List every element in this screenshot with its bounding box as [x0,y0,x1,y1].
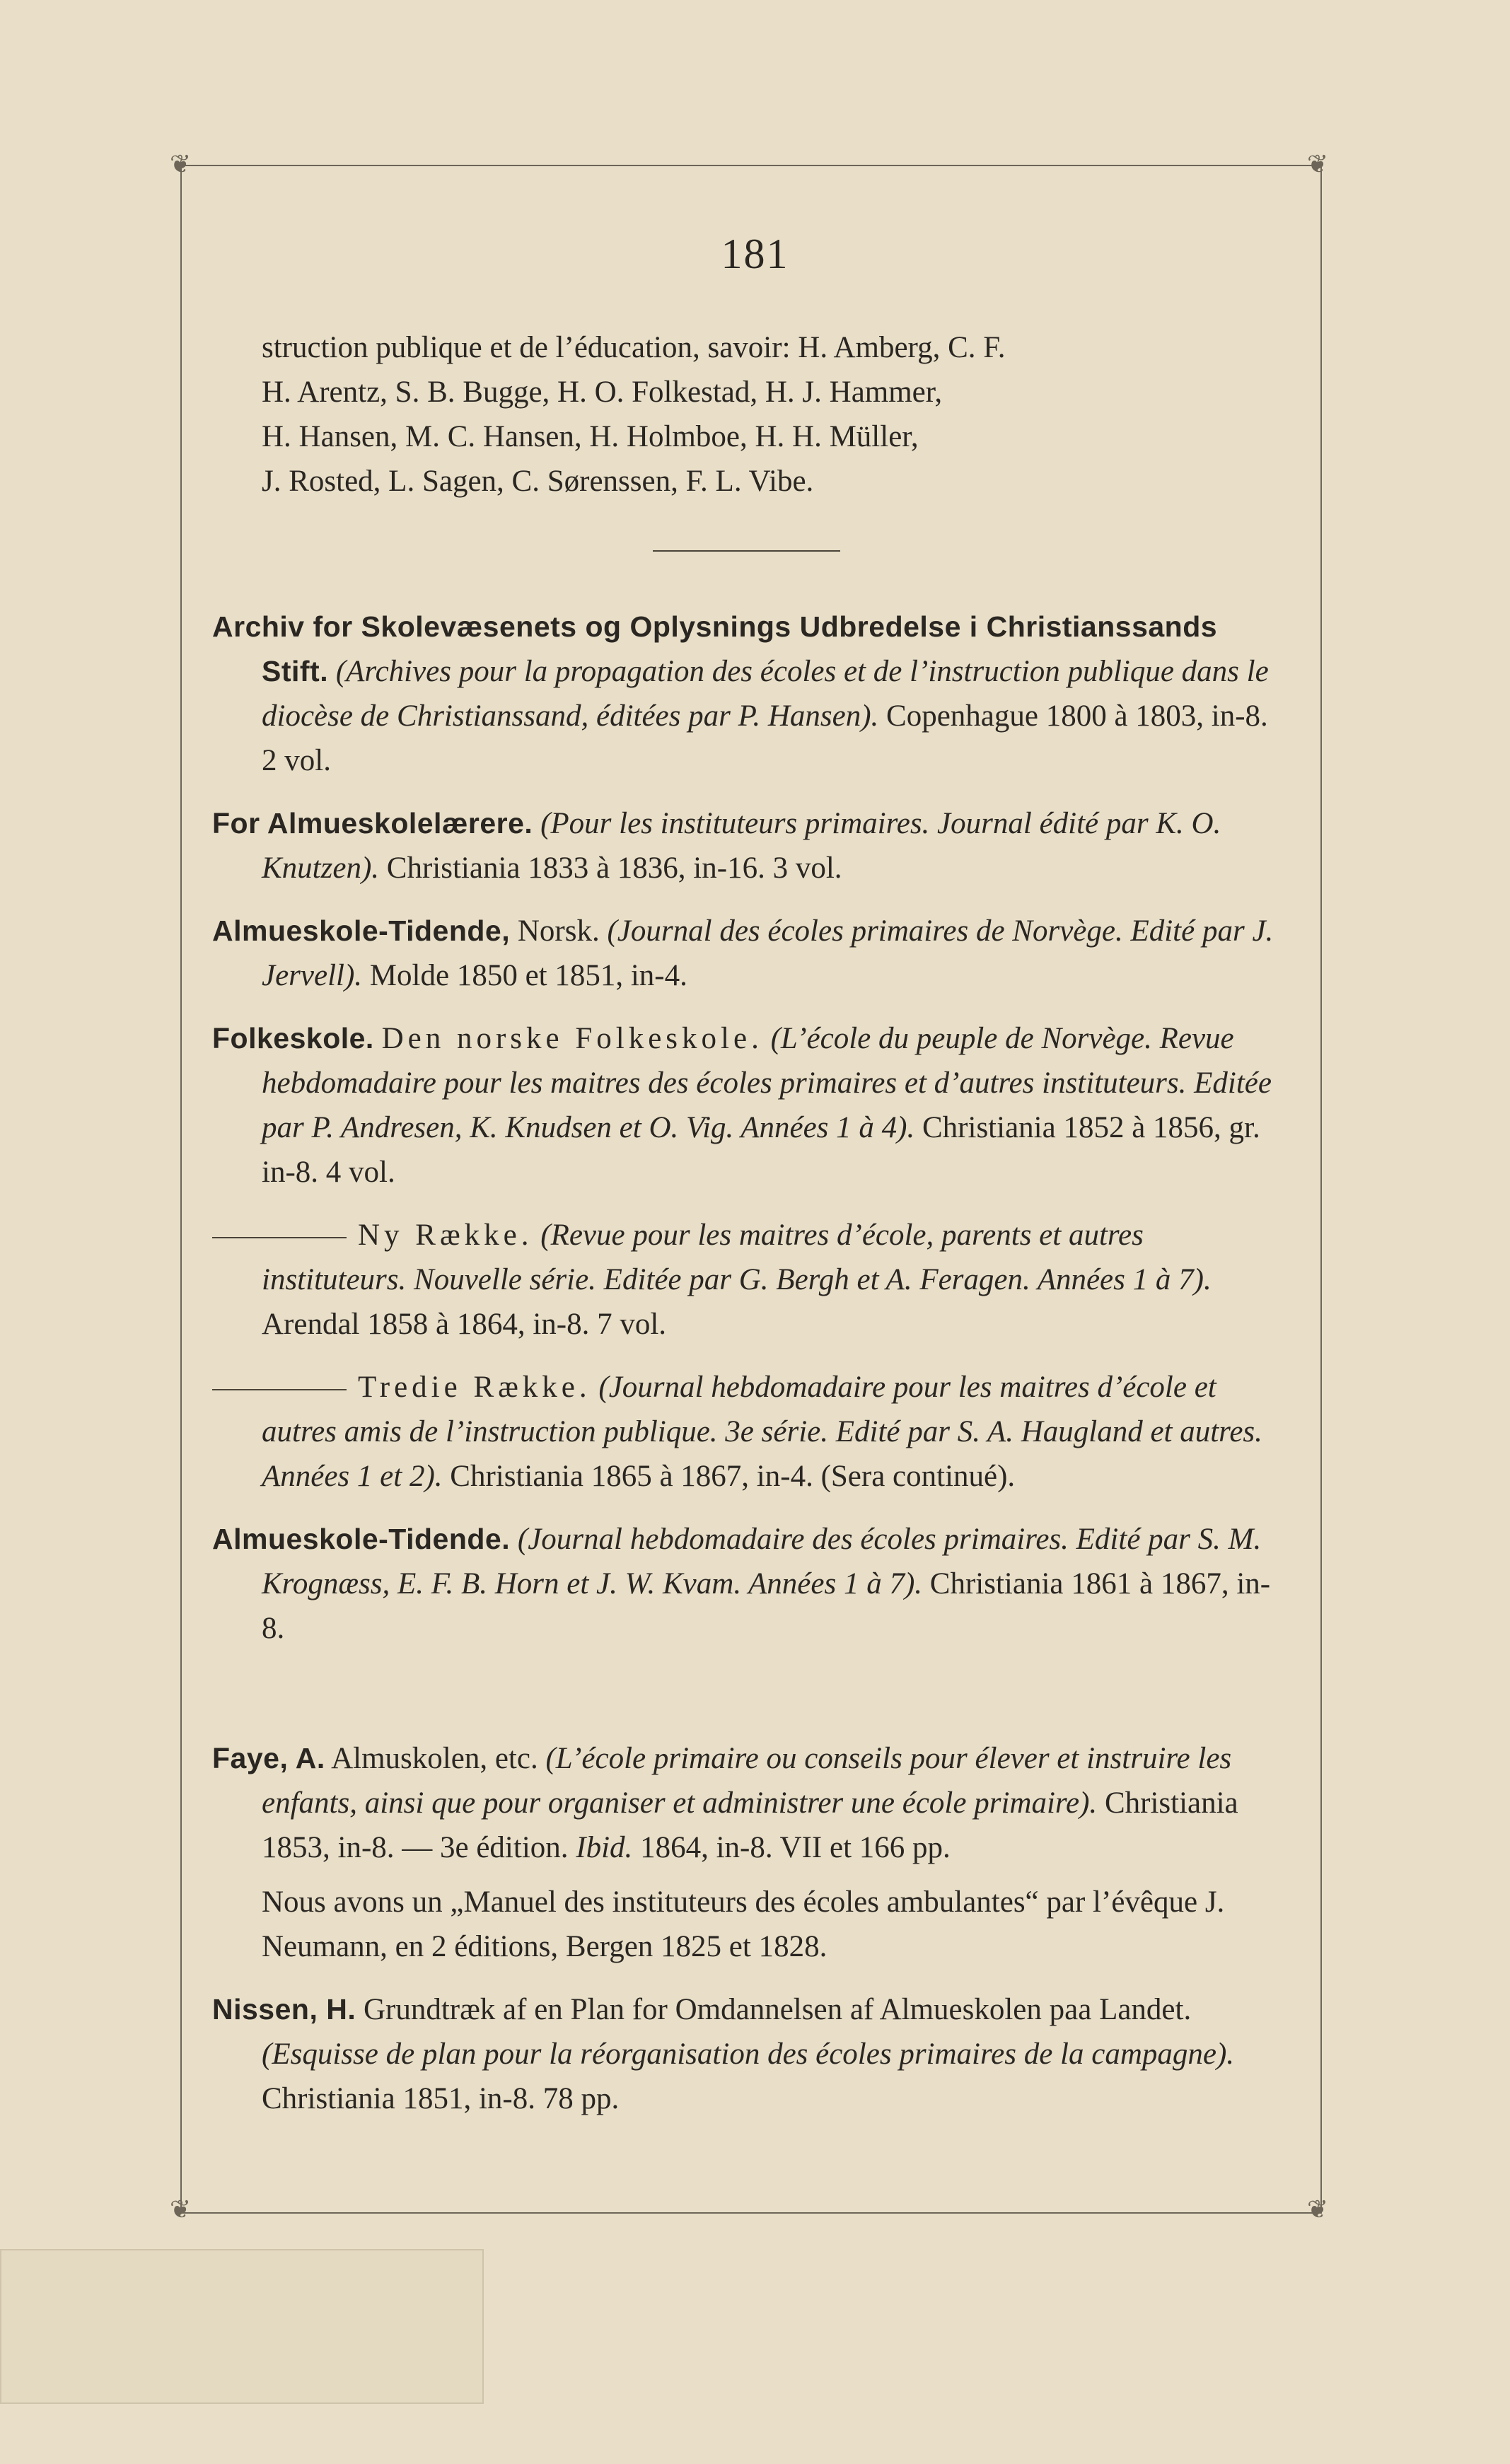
entry-heading: Archiv for Skolevæsenets og Oplysnings Udbredelse i Christianssands Stift. [212,610,1218,687]
ibid-label: Ibid. [576,1831,633,1864]
repeat-dash [212,1237,347,1238]
section-divider [653,550,840,552]
entry-lead: Den norske Folkeskole. [381,1022,763,1055]
entry-lead: Norsk. [517,914,600,948]
author-note: Nous avons un „Manuel des instituteurs des écoles ambulantes“ par l’évêque J. Neumann, en 2 éditions, Bergen 1825 et 1828. [262,1885,1225,1963]
page-number: 181 [721,231,789,277]
page-content [212,325,1280,2121]
entry-publication: Christiania 1852 à 1856, gr. in-8. 4 vol. [262,1111,1260,1189]
work-publication: Christiania 1853, in-8. — 3e édition. [262,1786,1238,1864]
entry-description: (Journal hebdomadaire des écoles primaires. Edité par S. M. Krognæss, E. F. B. Horn et J. W. Kvam. Années 1 à 7). [262,1523,1262,1600]
corner-ornament-icon: ❦ [170,150,192,179]
intro-line: H. Hansen, M. C. Hansen, H. Holmboe, H. H. Müller, [262,420,919,453]
work-description: (L’école primaire ou conseils pour élever et instruire les enfants, ainsi que pour organiser et administrer une école primaire). [262,1742,1232,1820]
intro-line: H. Arentz, S. B. Bugge, H. O. Folkestad, H. J. Hammer, [262,376,943,409]
entry-description: (L’école du peuple de Norvège. Revue hebdomadaire pour les maitres des écoles primaires et d’autres instituteurs. Editée par P. Andresen, K. Knudsen et O. Vig. Années 1 à 4). [262,1022,1272,1144]
bibliography-entry [212,605,1280,783]
entry-description: (Journal hebdomadaire pour les maitres d’école et autres amis de l’instruction publique. 3e série. Edité par S. A. Haugland et autres. Années 1 et 2). [262,1371,1262,1493]
entry-description: (Revue pour les maitres d’école, parents et autres instituteurs. Nouvelle série. Editée par G. Bergh et A. Feragen. Années 1 à 7). [262,1219,1212,1296]
corner-ornament-icon: ❦ [1307,150,1329,179]
entry-description: (Archives pour la propagation des écoles et de l’instruction publique dans le diocèse de Christianssand, éditées par P. Hansen). [262,655,1269,733]
intro-paragraph [212,325,1280,504]
work-title: Almuskolen, etc. [331,1742,538,1775]
entry-publication: Christiania 1865 à 1867, in-4. (Sera continué). [450,1460,1016,1493]
entry-lead: Tredie Række. [358,1371,591,1404]
entry-publication: Christiania 1833 à 1836, in-16. 3 vol. [386,852,842,885]
entry-publication: Arendal 1858 à 1864, in-8. 7 vol. [262,1308,667,1341]
author-heading: Nissen, H. [212,1993,356,2026]
repeat-dash [212,1389,347,1390]
entry-heading: Almueskole-Tidende, [212,914,511,947]
work-title: Grundtræk af en Plan for Omdannelsen af Almueskolen paa Landet. [363,1993,1192,2026]
adjacent-page-stub [0,2249,484,2404]
bibliography-entry [212,1517,1280,1651]
work-description: (Esquisse de plan pour la réorganisation des écoles primaires de la campagne). [262,2038,1235,2071]
author-entry-faye [212,1736,1280,1870]
work-publication: Christiania 1851, in-8. 78 pp. [262,2082,620,2115]
entry-heading: Folkeskole. [212,1022,374,1054]
bibliography-entry [212,801,1280,890]
section-gap [212,1651,1280,1718]
entry-description: (Pour les instituteurs primaires. Journal édité par K. O. Knutzen). [262,807,1221,885]
corner-ornament-icon: ❦ [170,2195,192,2224]
work-publication-2: 1864, in-8. VII et 166 pp. [640,1831,951,1864]
author-heading: Faye, A. [212,1742,325,1774]
intro-line: struction publique et de l’éducation, savoir: H. Amberg, C. F. [262,331,1006,364]
bibliography-subentry [212,1365,1280,1499]
entry-publication: Christiania 1861 à 1867, in-8. [262,1567,1271,1645]
bibliography-subentry [212,1213,1280,1347]
intro-line: J. Rosted, L. Sagen, C. Sørenssen, F. L. Vibe. [262,465,814,498]
entry-publication: Molde 1850 et 1851, in-4. [369,959,687,992]
entry-publication: Copenhague 1800 à 1803, in-8. 2 vol. [262,699,1268,777]
corner-ornament-icon: ❦ [1307,2195,1329,2224]
bibliography-entry [212,1016,1280,1195]
author-entry-nissen [212,1987,1280,2121]
entry-heading: For Almueskolelærere. [212,807,533,839]
bibliography-entry [212,909,1280,998]
entry-description: (Journal des écoles primaires de Norvège. Edité par J. Jervell). [262,914,1274,992]
entry-lead: Ny Række. [358,1219,533,1252]
entry-heading: Almueskole-Tidende. [212,1523,511,1555]
